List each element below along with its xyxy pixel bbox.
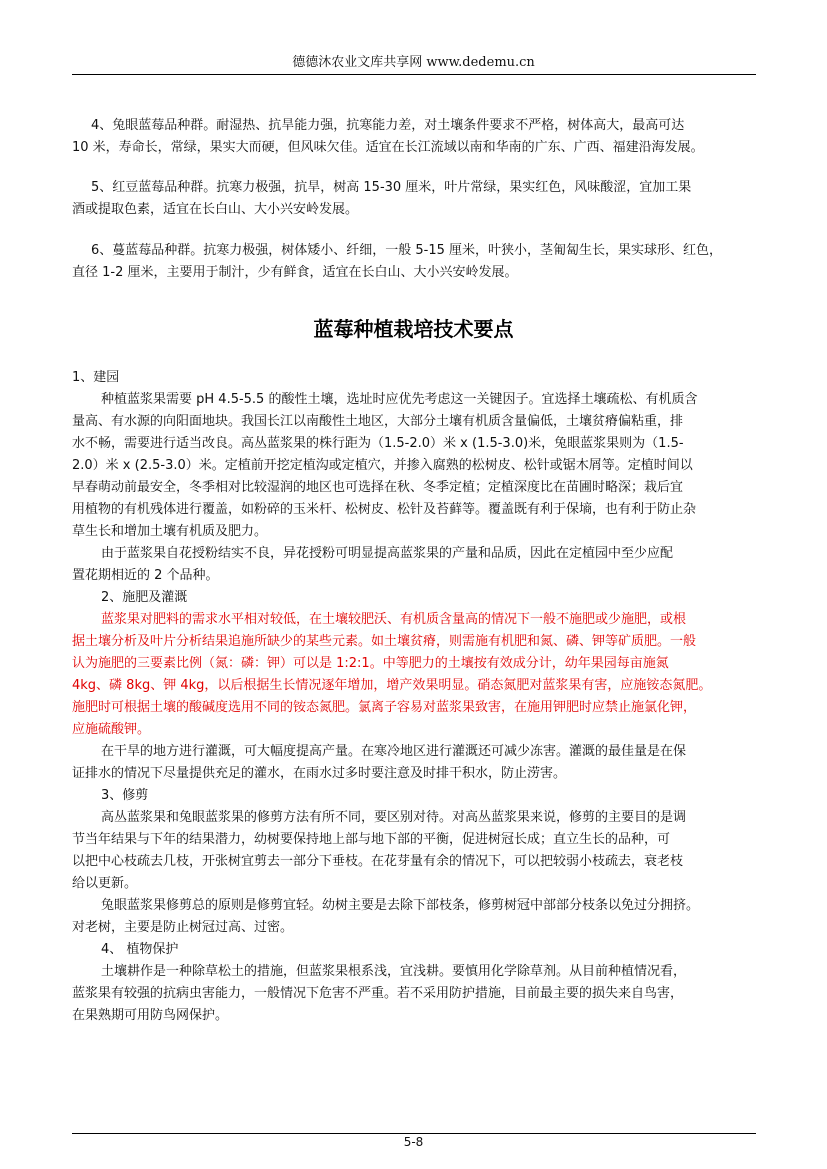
paragraph-rabbiteye: [72, 115, 758, 159]
text-line: 据土壤分析及叶片分析结果追施所缺少的某些元素。如土壤贫瘠，则需施有机肥和氮、磷、钾等矿质肥。一般: [72, 634, 697, 649]
text-line: 置花期相近的 2 个品种。: [72, 568, 219, 583]
text-line: 量高、有水源的向阳面地块。我国长江以南酸性土地区，大部分土壤有机质含量偏低，土壤贫瘠偏粘重，排: [72, 414, 684, 429]
text-line: 土壤耕作是一种除草松土的措施，但蓝浆果根系浅，宜浅耕。要慎用化学除草剂。从目前种植情况看，: [101, 964, 687, 979]
text-line: 由于蓝浆果自花授粉结实不良，异花授粉可明显提高蓝浆果的产量和品质，因此在定植园中至少应配: [101, 546, 674, 561]
footer-divider: [72, 1133, 756, 1134]
text-line: 草生长和增加土壤有机质及肥力。: [72, 524, 268, 539]
paragraph-plant-protection: [72, 961, 758, 1027]
paragraph-fertilizer-highlighted: [72, 609, 758, 741]
section-heading-fertilization: [72, 587, 758, 609]
section-heading-pruning: [72, 785, 758, 807]
page-number: 5-8: [403, 1135, 424, 1149]
paragraph-establishment: [72, 389, 758, 543]
heading-text: 2、施肥及灌溉: [101, 590, 188, 605]
heading-text: 1、建园: [72, 370, 120, 385]
paragraph-irrigation: [72, 741, 758, 785]
text-line: 2.0）米 x (2.5-3.0）米。定植前开挖定植沟或定植穴，并掺入腐熟的松树皮、松针或锯木屑等。定植时间以: [72, 458, 693, 473]
text-line: 酒或提取色素，适宜在长白山、大小兴安岭发展。: [72, 202, 359, 217]
text-line: 认为施肥的三要素比例（氮：磷：钾）可以是 1:2:1。中等肥力的土壤按有效成分计，幼年果园每亩施氮: [72, 656, 669, 671]
header-title: 德德沐农业文库共享网 www.dedemu.cn: [292, 55, 535, 70]
text-line: 以把中心枝疏去几枝，开张树宜剪去一部分下垂枝。在花芽量有余的情况下，可以把较弱小枝疏去，衰老枝: [72, 854, 684, 869]
text-line: 应施硫酸钾。: [72, 722, 151, 737]
paragraph-cranberry: [72, 240, 758, 284]
text-line: 节当年结果与下年的结果潜力，幼树要保持地上部与地下部的平衡，促进树冠长成；直立生长的品种，可: [72, 832, 671, 847]
section-heading-establishment: [72, 367, 758, 389]
text-line: 蓝浆果对肥料的需求水平相对较低，在土壤较肥沃、有机质含量高的情况下一般不施肥或少施肥，或根: [101, 612, 687, 627]
text-line: 10 米，寿命长，常绿，果实大而硬，但风味欠佳。适宜在长江流域以南和华南的广东、广西、福建沿海发展。: [72, 140, 704, 155]
text-line: 对老树，主要是防止树冠过高、过密。: [72, 920, 294, 935]
heading-text: 4、 植物保护: [101, 942, 179, 957]
header-divider: [72, 74, 756, 75]
text-line: 早春萌动前最安全，冬季相对比较湿润的地区也可选择在秋、冬季定植；定植深度比在苗圃时略深；栽后宜: [72, 480, 684, 495]
paragraph-lingonberry: [72, 177, 758, 221]
text-line: 在干旱的地方进行灌溉，可大幅度提高产量。在寒冷地区进行灌溉还可减少冻害。灌溉的最佳量是在保: [101, 744, 687, 759]
text-line: 高丛蓝浆果和兔眼蓝浆果的修剪方法有所不同，要区别对待。对高丛蓝浆果来说，修剪的主要目的是调: [101, 810, 687, 825]
text-line: 4kg、磷 8kg、钾 4kg，以后根据生长情况逐年增加，增产效果明显。硝态氮肥对蓝浆果有害，应施铵态氮肥。: [72, 678, 712, 693]
text-line: 兔眼蓝浆果修剪总的原则是修剪宜轻。幼树主要是去除下部枝条，修剪树冠中部部分枝条以免过分拥挤。: [101, 898, 700, 913]
text-line: 4、兔眼蓝莓品种群。耐湿热、抗旱能力强，抗寒能力差，对土壤条件要求不严格，树体高大，最高可达: [91, 118, 685, 133]
paragraph-pruning-rabbiteye: [72, 895, 758, 939]
heading-text: 3、修剪: [101, 788, 149, 803]
paragraph-pruning-highbush: [72, 807, 758, 895]
text-line: 6、蔓蓝莓品种群。抗寒力极强，树体矮小、纤细，一般 5-15 厘米，叶狭小，茎匍匐生长，果实球形、红色，: [91, 243, 723, 258]
text-line: 在果熟期可用防鸟网保护。: [72, 1008, 229, 1023]
text-line: 用植物的有机残体进行覆盖，如粉碎的玉米杆、松树皮、松针及苔藓等。覆盖既有利于保墒，也有利于防止杂: [72, 502, 697, 517]
section-heading-plant-protection: [72, 939, 758, 961]
text-line: 5、红豆蓝莓品种群。抗寒力极强，抗旱，树高 15-30 厘米，叶片常绿，果实红色，风味酸涩，宜加工果: [91, 180, 692, 195]
text-line: 证排水的情况下尽量提供充足的灌水，在雨水过多时要注意及时排干积水，防止涝害。: [72, 766, 567, 781]
text-line: 直径 1-2 厘米，主要用于制汁，少有鲜食，适宜在长白山、大小兴安岭发展。: [72, 265, 518, 280]
text-line: 给以更新。: [72, 876, 138, 891]
section-title: 蓝莓种植栽培技术要点: [313, 317, 514, 341]
text-line: 水不畅，需要进行适当改良。高丛蓝浆果的株行距为（1.5-2.0）米 x (1.5-3.0)米，兔眼蓝浆果则为（1.5-: [72, 436, 684, 451]
paragraph-pollination: [72, 543, 758, 587]
text-line: 种植蓝浆果需要 pH 4.5-5.5 的酸性土壤，选址时应优先考虑这一关键因子。宜选择土壤疏松、有机质含: [101, 392, 698, 407]
text-line: 蓝浆果有较强的抗病虫害能力，一般情况下危害不严重。若不采用防护措施，目前最主要的损失来自鸟害，: [72, 986, 684, 1001]
text-line: 施肥时可根据土壤的酸碱度选用不同的铵态氮肥。氯离子容易对蓝浆果致害，在施用钾肥时应禁止施氯化钾，: [72, 700, 697, 715]
